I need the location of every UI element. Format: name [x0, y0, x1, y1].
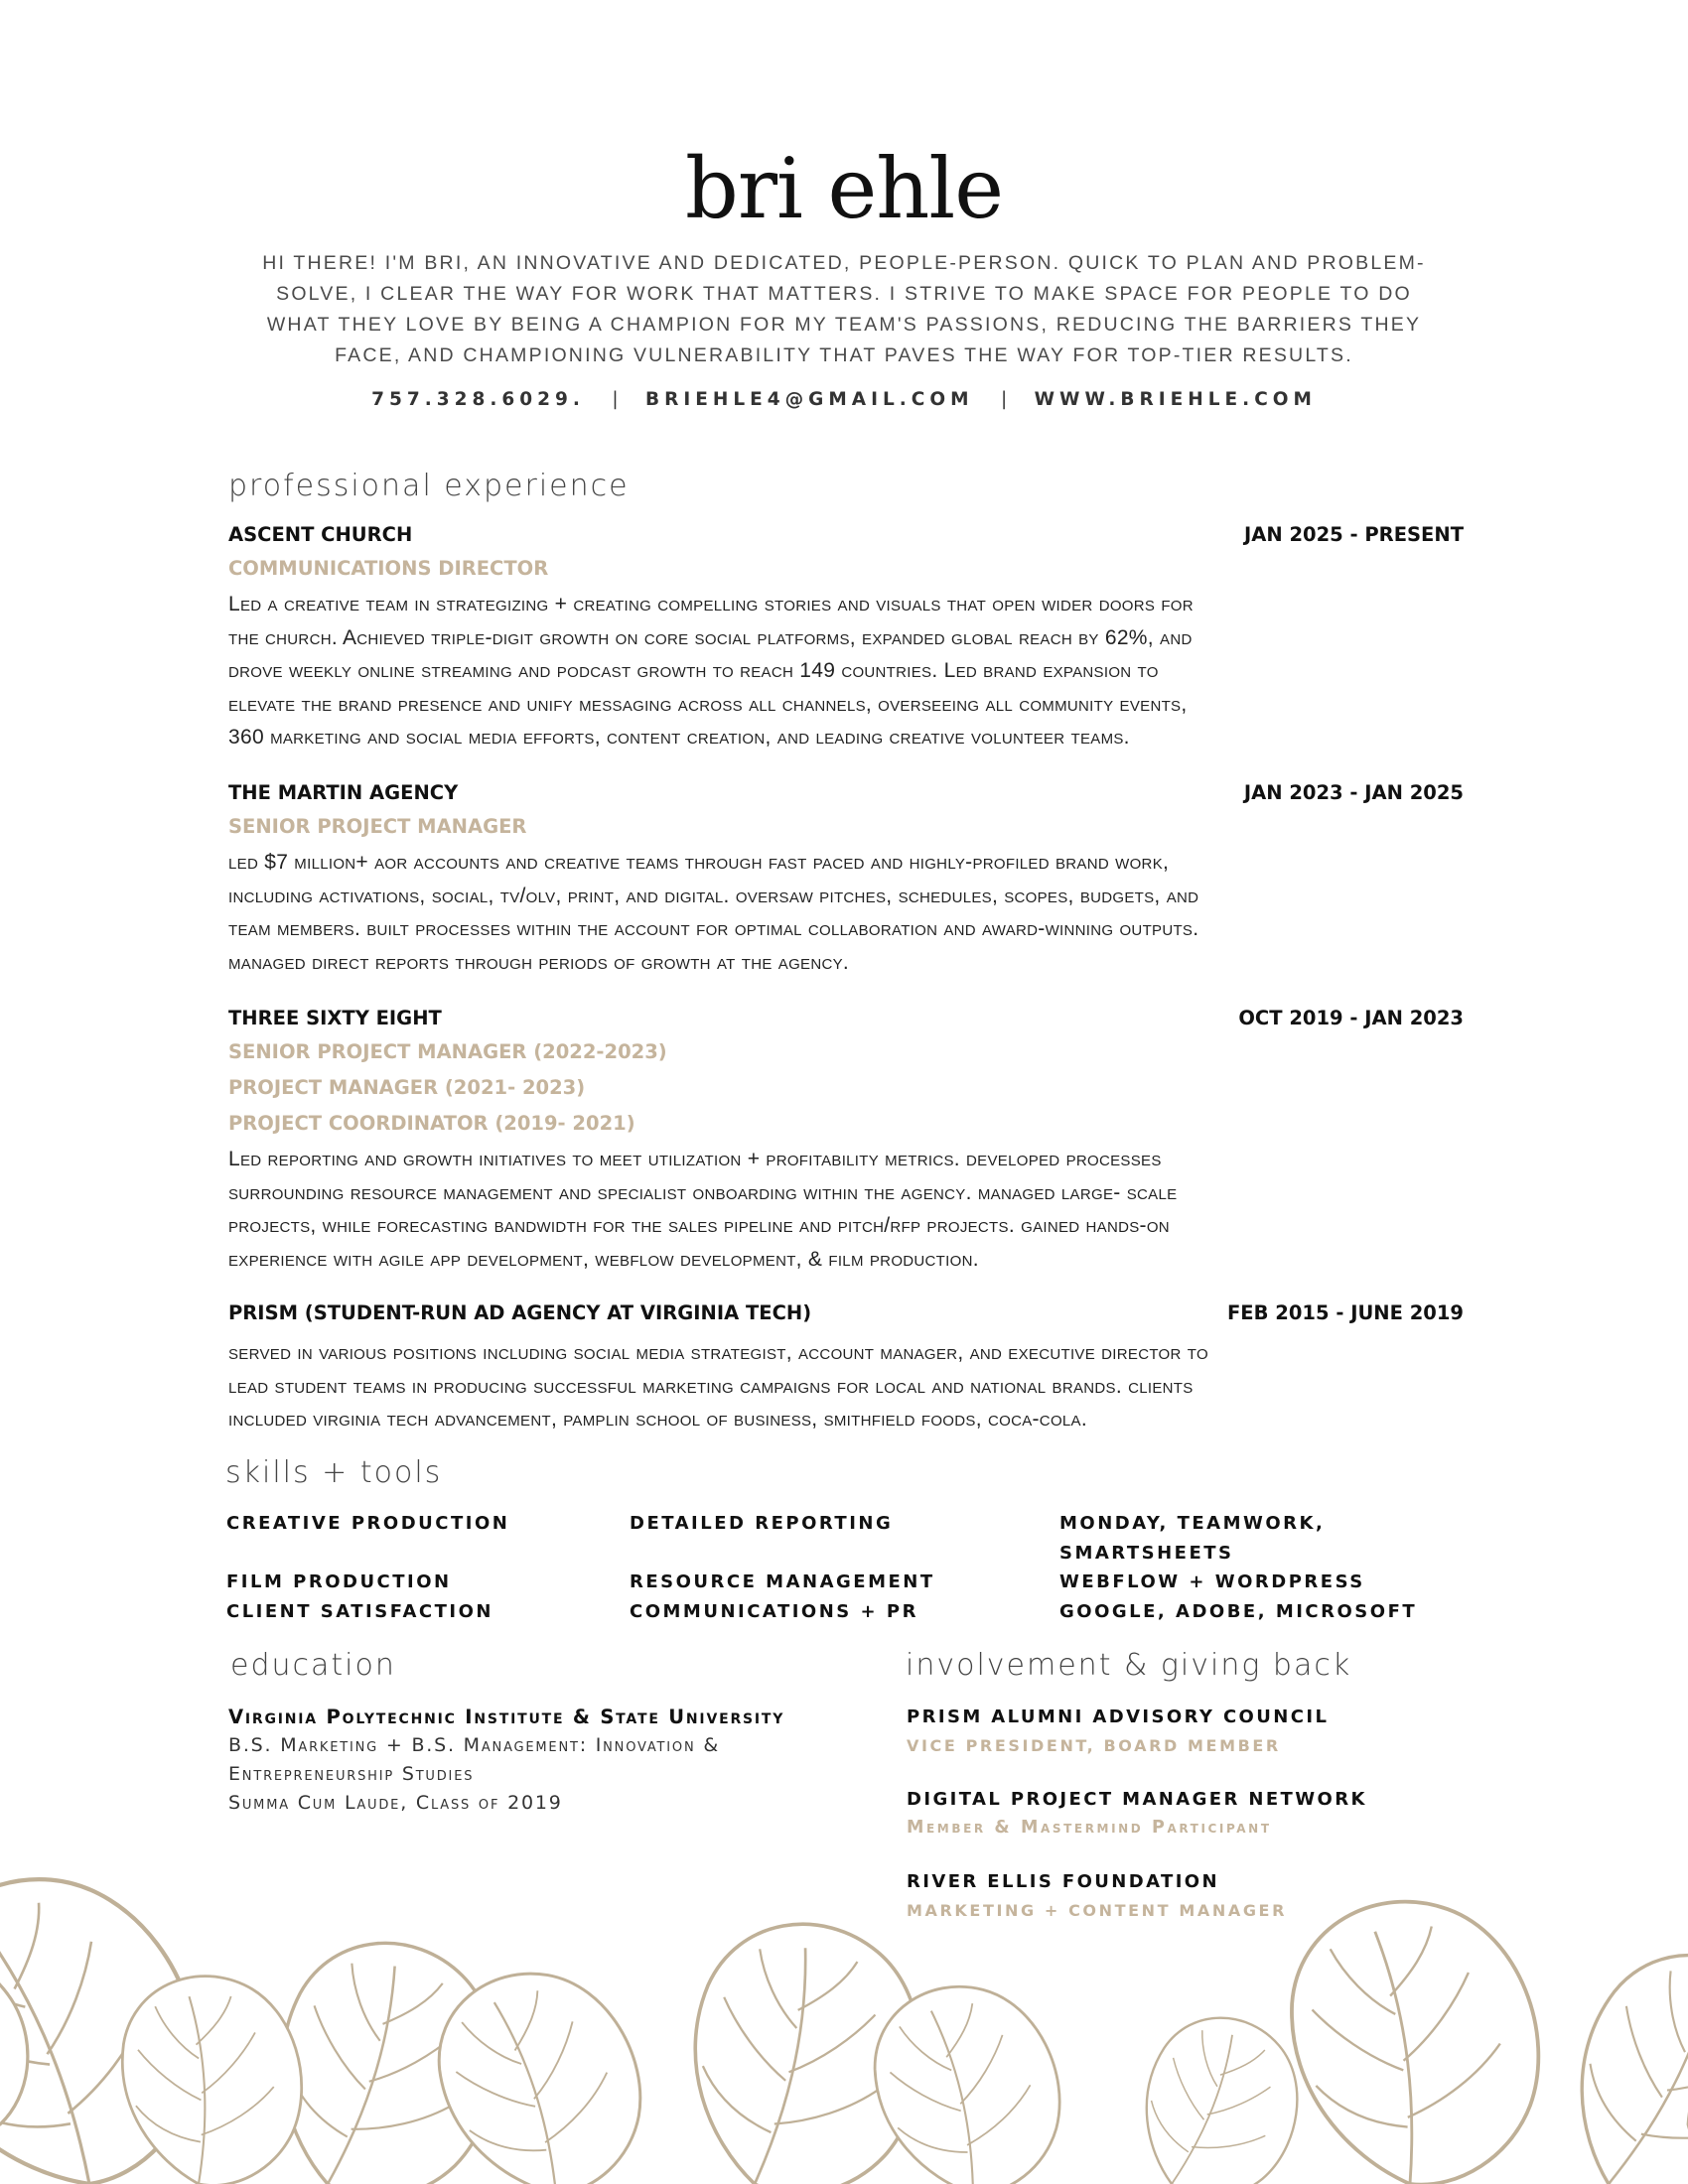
job-role: SENIOR PROJECT MANAGER [228, 815, 527, 838]
description-line: projects, while forecasting bandwidth for the sales pipeline and pitch/rfp projects. gained hands-on [228, 1214, 1170, 1238]
job-description [228, 1336, 1464, 1436]
description-line: elevate the brand presence and unify messaging across all channels, overseeing all community events, [228, 692, 1188, 716]
description-line: 360 marketing and social media efforts, content creation, and leading creative volunteer teams. [228, 726, 1130, 750]
skills-grid [226, 1509, 1477, 1626]
involvement-entry [907, 1703, 1463, 1760]
monstera-leaves-decoration [0, 1827, 1688, 2184]
skill-item: CREATIVE PRODUCTION [226, 1513, 510, 1534]
skill-item: GOOGLE, ADOBE, MICROSOFT [1059, 1600, 1418, 1622]
intro-summary: HI THERE! I'M BRI, AN INNOVATIVE AND DEDICATED, PEOPLE-PERSON. QUICK TO PLAN AND PROBLEM-SOLVE, I CLEAR THE WAY FOR WORK THAT MATTERS. I STRIVE TO MAKE SPACE FOR PEOPLE TO DO WHAT THEY LOVE BY BEING A CHAMPION FOR MY TEAM'S PASSIONS, REDUCING THE BARRIERS THEY FACE, AND CHAMPIONING VULNERABILITY THAT PAVES THE WAY FOR TOP-TIER RESULTS. [262, 252, 1426, 366]
description-line: managed direct reports through periods of growth at the agency. [228, 950, 850, 974]
organization-role: VICE PRESIDENT, BOARD MEMBER [907, 1736, 1281, 1755]
description-line: led $7 million+ aor accounts and creative teams through fast paced and highly-profiled brand work, [228, 851, 1170, 874]
company-name: THREE SIXTY EIGHT [228, 1007, 442, 1029]
job-dates: JAN 2025 - PRESENT [1243, 523, 1464, 546]
job-role: SENIOR PROJECT MANAGER (2022-2023) [228, 1040, 667, 1063]
job-entry [228, 1301, 1464, 1436]
contact-separator: | [612, 389, 619, 410]
job-description [228, 588, 1464, 754]
description-line: drove weekly online streaming and podcast growth to reach 149 countries. Led brand expansion to [228, 659, 1159, 683]
involvement-heading: involvement & giving back [906, 1648, 1352, 1683]
job-dates: FEB 2015 - JUNE 2019 [1226, 1301, 1464, 1324]
contact-separator: | [1000, 389, 1008, 410]
job-entry [228, 781, 1464, 979]
organization-name: DIGITAL PROJECT MANAGER NETWORK [907, 1789, 1367, 1810]
description-line: lead student teams in producing successful marketing campaigns for local and national brands. clients [228, 1374, 1194, 1398]
job-description [228, 1143, 1464, 1276]
job-entry [228, 523, 1464, 754]
company-name: ASCENT CHURCH [228, 523, 413, 546]
education-entry [228, 1703, 864, 1818]
organization-role: Member & Mastermind Participant [907, 1818, 1272, 1838]
description-line: surrounding resource management and specialist onboarding within the agency. managed large- scale [228, 1180, 1178, 1204]
skill-item: MONDAY, TEAMWORK, SMARTSHEETS [1059, 1513, 1326, 1564]
description-line: the church. Achieved triple-digit growth on core social platforms, expanded global reach by 62%, and [228, 625, 1193, 649]
candidate-name: bri ehle [685, 140, 1003, 237]
description-line: experience with agile app development, webflow development, & film production. [228, 1247, 979, 1271]
phone-number: 757.328.6029. [371, 389, 585, 410]
skill-item: CLIENT SATISFACTION [226, 1600, 493, 1622]
skill-item: COMMUNICATIONS + PR [630, 1600, 918, 1622]
description-line: Led reporting and growth initiatives to meet utilization + profitability metrics. developed processes [228, 1148, 1162, 1170]
skills-heading: skills + tools [225, 1455, 443, 1490]
description-line: served in various positions including social media strategist, account manager, and executive director to [228, 1341, 1208, 1364]
degree-line: B.S. Marketing + B.S. Management: Innovation & [228, 1734, 720, 1756]
skill-item: WEBFLOW + WORDPRESS [1059, 1571, 1365, 1592]
description-line: included virginia tech advancement, pamplin school of business, smithfield foods, coca-cola. [228, 1408, 1087, 1432]
degree-line: Entrepreneurship Studies [228, 1763, 475, 1785]
job-dates: JAN 2023 - JAN 2025 [1243, 781, 1464, 804]
description-line: team members. built processes within the account for optimal collaboration and award-winning outputs. [228, 917, 1199, 941]
job-role: PROJECT MANAGER (2021- 2023) [228, 1076, 586, 1099]
job-description [228, 846, 1464, 979]
organization-name: RIVER ELLIS FOUNDATION [907, 1871, 1219, 1892]
honors-line: Summa Cum Laude, Class of 2019 [228, 1792, 563, 1814]
job-dates: OCT 2019 - JAN 2023 [1238, 1007, 1464, 1029]
job-entry [228, 1007, 1464, 1276]
education-heading: education [230, 1648, 396, 1683]
skill-item: DETAILED REPORTING [630, 1513, 894, 1534]
organization-name: PRISM ALUMNI ADVISORY COUNCIL [907, 1706, 1330, 1727]
description-line: Led a creative team in strategizing + creating compelling stories and visuals that open wider doors for [228, 593, 1194, 615]
company-name: PRISM (STUDENT-RUN AD AGENCY AT VIRGINIA TECH) [228, 1301, 812, 1324]
skill-item: FILM PRODUCTION [226, 1571, 452, 1592]
contact-line [0, 389, 1688, 410]
website-link[interactable]: WWW.BRIEHLE.COM [1034, 389, 1317, 410]
school-name: Virginia Polytechnic Institute & State University [228, 1706, 785, 1728]
skill-item: RESOURCE MANAGEMENT [630, 1571, 935, 1592]
email-link[interactable]: BRIEHLE4@GMAIL.COM [645, 389, 974, 410]
experience-heading: professional experience [228, 469, 630, 503]
organization-role: MARKETING + CONTENT MANAGER [907, 1901, 1288, 1920]
company-name: THE MARTIN AGENCY [228, 781, 459, 804]
description-line: including activations, social, tv/olv, print, and digital. oversaw pitches, schedules, scopes, budgets, and [228, 884, 1199, 907]
job-role: PROJECT COORDINATOR (2019- 2021) [228, 1112, 635, 1135]
job-role: COMMUNICATIONS DIRECTOR [228, 557, 549, 580]
